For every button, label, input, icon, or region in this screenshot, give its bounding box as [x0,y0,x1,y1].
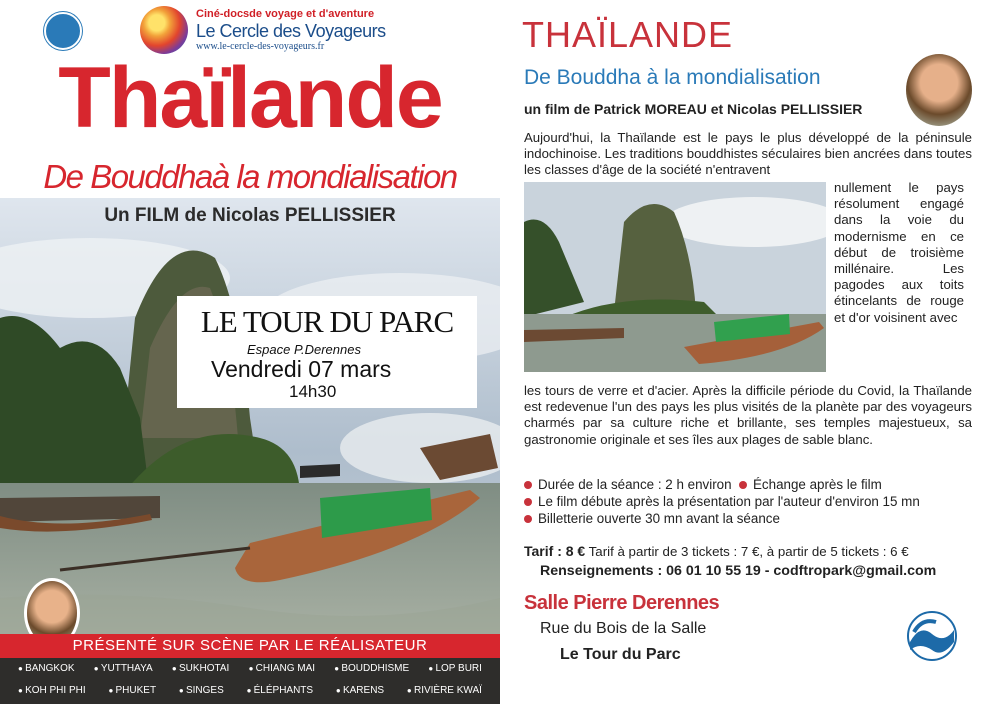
boat-landscape-photo [524,182,826,372]
venue-name: Salle Pierre Derennes [524,592,720,614]
venue-town: Le Tour du Parc [560,646,681,663]
contact-info: Renseignements : 06 01 10 55 19 - codftropark@gmail.com [540,563,937,579]
tag-row-1 [0,658,500,680]
description-bottom: les tours de verre et d'acier. Après la difficile période du Covid, la Thaïlande est redevenue l'un des pays les plus visités de la planète par des voyageurs charmés par sa culture riche et brillante, ses temples majestueux, sa gastronomie originale et ses îles aux plages de sable blanc. [524,383,972,447]
tag: ● ÉLÉPHANTS [247,685,314,702]
tag: ● YUTTHAYA [94,663,153,680]
presented-banner: PRÉSENTÉ SUR SCÈNE PAR LE RÉALISATEUR [0,634,500,658]
session-info-list [524,476,920,527]
session-start: Le film débute après la présentation par l'auteur d'environ 15 mn [538,494,920,509]
tag: ● BANGKOK [18,663,75,680]
flyer-subtitle: De Bouddha à la mondialisation [524,66,821,89]
director-avatar [906,54,972,126]
bullet-icon [524,515,532,523]
flyer-text-page [500,0,1000,704]
brand-tagline: Ciné-docsde voyage et d'aventure [196,8,375,20]
bullet-icon [524,481,532,489]
tag: ● SINGES [179,685,224,702]
brand-website: www.le-cercle-des-voyageurs.fr [196,41,325,52]
flyer-authors: un film de Patrick MOREAU et Nicolas PELLISSIER [524,101,863,117]
event-time: 14h30 [289,382,337,401]
brand-name: Le Cercle des Voyageurs [196,21,386,41]
tag: ● CHIANG MAI [249,663,316,680]
description-side: nullement le pays résolument engagé dans la voie du modernisme en ce début de troisième millénaire. Les pagodes aux toits étincelants de rouge et d'or voisinent avec [834,180,964,325]
price-line [524,543,909,559]
poster-subtitle: De Bouddhaà la mondialisation [43,158,457,195]
tag: ● KARENS [336,685,384,702]
price-details: Tarif à partir de 3 tickets : 7 €, à partir de 5 tickets : 6 € [585,544,909,559]
tag: ● LOP BURI [428,663,482,680]
event-info-box [177,296,477,408]
tag: ● SUKHOTAI [172,663,229,680]
session-exchange: Échange après le film [753,477,882,492]
cercle-voyageurs-globe-icon [140,6,188,54]
session-ticket: Billetterie ouverte 30 mn avant la séance [538,511,780,526]
tour-du-parc-logo [44,12,82,50]
price-label: Tarif : 8 € [524,543,586,559]
event-venue: LE TOUR DU PARC [200,304,454,339]
topic-tags [0,658,500,704]
poster-title: Thaïlande [58,50,442,146]
event-date: Vendredi 07 mars [211,356,392,382]
poster-director: Un FILM de Nicolas PELLISSIER [104,205,396,226]
tag: ● RIVIÈRE KWAÏ [407,685,482,702]
bullet-icon [524,498,532,506]
session-duration: Durée de la séance : 2 h environ [538,477,732,492]
bullet-icon [739,481,747,489]
venue-street: Rue du Bois de la Salle [540,620,707,637]
tag: ● PHUKET [108,685,156,702]
tag: ● KOH PHI PHI [18,685,86,702]
tag-row-2 [0,680,500,702]
flyer-title: THAÏLANDE [522,14,734,55]
comite-des-fetes-logo [892,594,972,674]
tag: ● BOUDDHISME [334,663,409,680]
description-top: Aujourd'hui, la Thaïlande est le pays le plus développé de la péninsule indochinoise. Les traditions bouddhistes séculaires bien ancrées dans toutes les classes d'âge de la société n'entravent [524,130,972,178]
event-place: Espace P.Derennes [247,342,361,357]
